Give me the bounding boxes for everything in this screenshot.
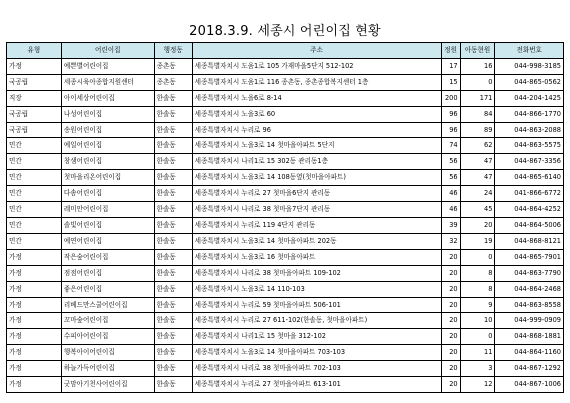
col-current-cell: 0 — [460, 74, 495, 90]
col-type-cell: 민간 — [7, 154, 62, 170]
col-capacity-cell: 46 — [441, 202, 460, 218]
col-phone-cell: 044-867-3356 — [495, 154, 564, 170]
col-type-cell: 직장 — [7, 90, 62, 106]
col-address-cell: 세종특별자치시 노을3로 14 108동옆(첫마을아파트) — [192, 170, 441, 186]
col-dong-cell: 한솔동 — [154, 249, 192, 265]
col-dong-cell: 한솔동 — [154, 329, 192, 345]
col-current-cell: 45 — [460, 202, 495, 218]
col-phone-cell: 044-204-1425 — [495, 90, 564, 106]
table-row — [7, 217, 564, 233]
col-name-cell: 굿맘아기천사어린이집 — [61, 377, 154, 393]
col-phone-cell: 044-864-5006 — [495, 217, 564, 233]
col-capacity-cell: 32 — [441, 233, 460, 249]
col-address-cell: 세종특별자치시 나리로 38 첫마을아파트 702-103 — [192, 361, 441, 377]
table-row — [7, 90, 564, 106]
col-type-cell: 민간 — [7, 202, 62, 218]
col-capacity-cell: 20 — [441, 345, 460, 361]
col-dong-cell: 한솔동 — [154, 297, 192, 313]
col-phone-cell: 044-864-1160 — [495, 345, 564, 361]
col-name-cell: 작은숲어린이집 — [61, 249, 154, 265]
col-type-cell: 민간 — [7, 170, 62, 186]
header-row — [7, 43, 564, 59]
col-capacity-cell: 74 — [441, 138, 460, 154]
col-current-cell: 84 — [460, 106, 495, 122]
table-row — [7, 122, 564, 138]
col-address-cell: 세종특별자치시 누리로 27 첫마을6단지 관리동 — [192, 186, 441, 202]
col-phone-cell: 044-863-5575 — [495, 138, 564, 154]
table-row — [7, 281, 564, 297]
col-type-cell: 가정 — [7, 265, 62, 281]
table-row — [7, 313, 564, 329]
col-phone-cell: 044-867-1292 — [495, 361, 564, 377]
table-row — [7, 249, 564, 265]
col-name-cell: 세종시육아종합지원센터 — [61, 74, 154, 90]
col-type-cell: 민간 — [7, 233, 62, 249]
col-address-cell: 세종특별자치시 나리로 38 첫마을7단지 관리동 — [192, 202, 441, 218]
col-phone-cell: 044-864-4252 — [495, 202, 564, 218]
col-name-cell: 수피아어린이집 — [61, 329, 154, 345]
col-current-cell: 24 — [460, 186, 495, 202]
col-current-cell: 3 — [460, 361, 495, 377]
col-current-cell: 47 — [460, 170, 495, 186]
col-type-cell: 국공립 — [7, 74, 62, 90]
col-type-cell: 국공립 — [7, 106, 62, 122]
col-current-cell: 62 — [460, 138, 495, 154]
col-dong-cell: 한솔동 — [154, 313, 192, 329]
col-address-cell: 세종특별자치시 누리로 27 611-102(한솔동, 첫마을아파트) — [192, 313, 441, 329]
col-capacity-cell: 20 — [441, 297, 460, 313]
col-dong-cell: 한솔동 — [154, 154, 192, 170]
col-address-cell: 세종특별자치시 나리로 38 첫마을아파트 109-102 — [192, 265, 441, 281]
col-phone-cell: 044-865-7901 — [495, 249, 564, 265]
col-capacity-cell: 17 — [441, 58, 460, 74]
daycare-table — [6, 42, 564, 393]
col-name-header: 어린이집 — [61, 43, 154, 59]
col-capacity-cell: 20 — [441, 313, 460, 329]
col-name-cell: 리베드만스쿨어린이집 — [61, 297, 154, 313]
col-name-cell: 송원어린이집 — [61, 122, 154, 138]
col-phone-cell: 044-863-2088 — [495, 122, 564, 138]
col-capacity-cell: 20 — [441, 281, 460, 297]
col-dong-cell: 한솔동 — [154, 345, 192, 361]
page-title: 2018.3.9. 세종시 어린이집 현황 — [189, 24, 381, 39]
col-capacity-cell: 96 — [441, 106, 460, 122]
col-dong-cell: 종촌동 — [154, 74, 192, 90]
col-type-cell: 민간 — [7, 186, 62, 202]
col-current-cell: 0 — [460, 329, 495, 345]
col-name-cell: 나성어린이집 — [61, 106, 154, 122]
col-current-cell: 171 — [460, 90, 495, 106]
col-name-cell: 첫마을리온어린이집 — [61, 170, 154, 186]
col-address-cell: 세종특별자치시 나리1로 15 302동 관리동1층 — [192, 154, 441, 170]
col-dong-cell: 한솔동 — [154, 90, 192, 106]
col-dong-cell: 한솔동 — [154, 186, 192, 202]
col-type-cell: 가정 — [7, 329, 62, 345]
col-name-cell: 솔빛어린이집 — [61, 217, 154, 233]
col-name-cell: 아이세상어린이집 — [61, 90, 154, 106]
col-type-cell: 민간 — [7, 217, 62, 233]
col-name-cell: 하늘가득어린이집 — [61, 361, 154, 377]
col-name-cell: 예연어린이집 — [61, 233, 154, 249]
col-address-cell: 세종특별자치시 누리로 119 4단지 관리동 — [192, 217, 441, 233]
col-address-cell: 세종특별자치시 노을3로 14 첫마을아파트 202동 — [192, 233, 441, 249]
table-row — [7, 297, 564, 313]
col-name-cell: 레미안어린이집 — [61, 202, 154, 218]
col-type-cell: 가정 — [7, 249, 62, 265]
col-phone-cell: 044-865-6140 — [495, 170, 564, 186]
col-address-cell: 세종특별자치시 노을3로 14 첫마을아파트 703-103 — [192, 345, 441, 361]
col-phone-cell: 044-865-0562 — [495, 74, 564, 90]
col-dong-cell: 한솔동 — [154, 265, 192, 281]
col-dong-cell: 한솔동 — [154, 233, 192, 249]
table-row — [7, 58, 564, 74]
col-dong-cell: 한솔동 — [154, 217, 192, 233]
col-current-cell: 16 — [460, 58, 495, 74]
col-capacity-cell: 20 — [441, 361, 460, 377]
col-dong-cell: 한솔동 — [154, 122, 192, 138]
col-address-cell: 세종특별자치시 노을3로 14 110-103 — [192, 281, 441, 297]
table-row — [7, 265, 564, 281]
col-current-cell: 11 — [460, 345, 495, 361]
col-phone-cell: 044-867-1006 — [495, 377, 564, 393]
col-address-cell: 세종특별자치시 나리1로 15 첫마을 312-102 — [192, 329, 441, 345]
col-dong-cell: 한솔동 — [154, 281, 192, 297]
col-type-cell: 가정 — [7, 345, 62, 361]
col-capacity-cell: 20 — [441, 249, 460, 265]
col-name-cell: 좋은어린이집 — [61, 281, 154, 297]
col-dong-cell: 종촌동 — [154, 58, 192, 74]
col-address-cell: 세종특별자치시 노을3로 60 — [192, 106, 441, 122]
col-type-cell: 가정 — [7, 361, 62, 377]
col-phone-cell: 044-868-1881 — [495, 329, 564, 345]
table-row — [7, 361, 564, 377]
col-dong-cell: 한솔동 — [154, 202, 192, 218]
table-body — [7, 58, 564, 392]
col-address-cell: 세종특별자치시 누리로 27 첫마을아파트 613-101 — [192, 377, 441, 393]
col-phone-cell: 044-868-8121 — [495, 233, 564, 249]
col-phone-cell: 044-864-2468 — [495, 281, 564, 297]
col-capacity-cell: 200 — [441, 90, 460, 106]
col-phone-cell: 044-863-7790 — [495, 265, 564, 281]
col-type-cell: 가정 — [7, 58, 62, 74]
col-address-cell: 세종특별자치시 누리로 96 — [192, 122, 441, 138]
table-row — [7, 345, 564, 361]
col-phone-cell: 044-998-3185 — [495, 58, 564, 74]
col-type-cell: 가정 — [7, 281, 62, 297]
col-type-cell: 가정 — [7, 297, 62, 313]
col-address-cell: 세종특별자치시 도움1로 116 종촌동, 종촌종합복지센터 1층 — [192, 74, 441, 90]
col-current-cell: 89 — [460, 122, 495, 138]
col-current-cell: 8 — [460, 281, 495, 297]
col-address-cell: 세종특별자치시 도움1로 105 가재마을5단지 512-102 — [192, 58, 441, 74]
col-phone-cell: 044-866-1770 — [495, 106, 564, 122]
table-row — [7, 138, 564, 154]
col-dong-cell: 한솔동 — [154, 361, 192, 377]
col-dong-cell: 한솔동 — [154, 138, 192, 154]
col-name-cell: 꼬마숲어린이집 — [61, 313, 154, 329]
col-capacity-cell: 39 — [441, 217, 460, 233]
col-capacity-cell: 96 — [441, 122, 460, 138]
col-capacity-cell: 56 — [441, 154, 460, 170]
col-current-cell: 9 — [460, 297, 495, 313]
col-current-cell: 19 — [460, 233, 495, 249]
table-row — [7, 170, 564, 186]
table-row — [7, 329, 564, 345]
col-type-cell: 가정 — [7, 377, 62, 393]
table-row — [7, 202, 564, 218]
col-type-header: 유형 — [7, 43, 62, 59]
col-name-cell: 행복아이어린이집 — [61, 345, 154, 361]
col-capacity-header: 정원 — [441, 43, 460, 59]
col-capacity-cell: 20 — [441, 329, 460, 345]
col-name-cell: 창샘어린이집 — [61, 154, 154, 170]
col-address-cell: 세종특별자치시 노을3로 16 첫마을아파트 — [192, 249, 441, 265]
table-row — [7, 106, 564, 122]
col-name-cell: 다솜어린이집 — [61, 186, 154, 202]
col-type-cell: 민간 — [7, 138, 62, 154]
col-address-cell: 세종특별자치시 노을6로 8-14 — [192, 90, 441, 106]
col-current-cell: 8 — [460, 265, 495, 281]
col-address-cell: 세종특별자치시 누리로 59 첫마을아파트 506-101 — [192, 297, 441, 313]
col-capacity-cell: 46 — [441, 186, 460, 202]
col-type-cell: 국공립 — [7, 122, 62, 138]
col-name-cell: 점점어린이집 — [61, 265, 154, 281]
col-capacity-cell: 20 — [441, 377, 460, 393]
col-current-cell: 10 — [460, 313, 495, 329]
col-capacity-cell: 56 — [441, 170, 460, 186]
col-current-cell: 20 — [460, 217, 495, 233]
col-phone-cell: 044-863-8558 — [495, 297, 564, 313]
col-phone-cell: 044-999-0909 — [495, 313, 564, 329]
table-row — [7, 74, 564, 90]
col-dong-header: 행정동 — [154, 43, 192, 59]
col-name-cell: 예일어린이집 — [61, 138, 154, 154]
col-dong-cell: 한솔동 — [154, 377, 192, 393]
col-phone-cell: 041-866-6772 — [495, 186, 564, 202]
col-capacity-cell: 15 — [441, 74, 460, 90]
col-dong-cell: 한솔동 — [154, 170, 192, 186]
col-address-cell: 세종특별자치시 노을3로 14 첫마을아파트 5단지 — [192, 138, 441, 154]
col-phone-header: 전화번호 — [495, 43, 564, 59]
col-address-header: 주소 — [192, 43, 441, 59]
table-row — [7, 377, 564, 393]
col-name-cell: 예쁜별어린이집 — [61, 58, 154, 74]
table-row — [7, 154, 564, 170]
table-row — [7, 186, 564, 202]
col-capacity-cell: 20 — [441, 265, 460, 281]
col-current-cell: 47 — [460, 154, 495, 170]
col-current-cell: 0 — [460, 249, 495, 265]
col-dong-cell: 한솔동 — [154, 106, 192, 122]
col-current-header: 아동현원 — [460, 43, 495, 59]
col-current-cell: 12 — [460, 377, 495, 393]
col-type-cell: 가정 — [7, 313, 62, 329]
table-row — [7, 233, 564, 249]
